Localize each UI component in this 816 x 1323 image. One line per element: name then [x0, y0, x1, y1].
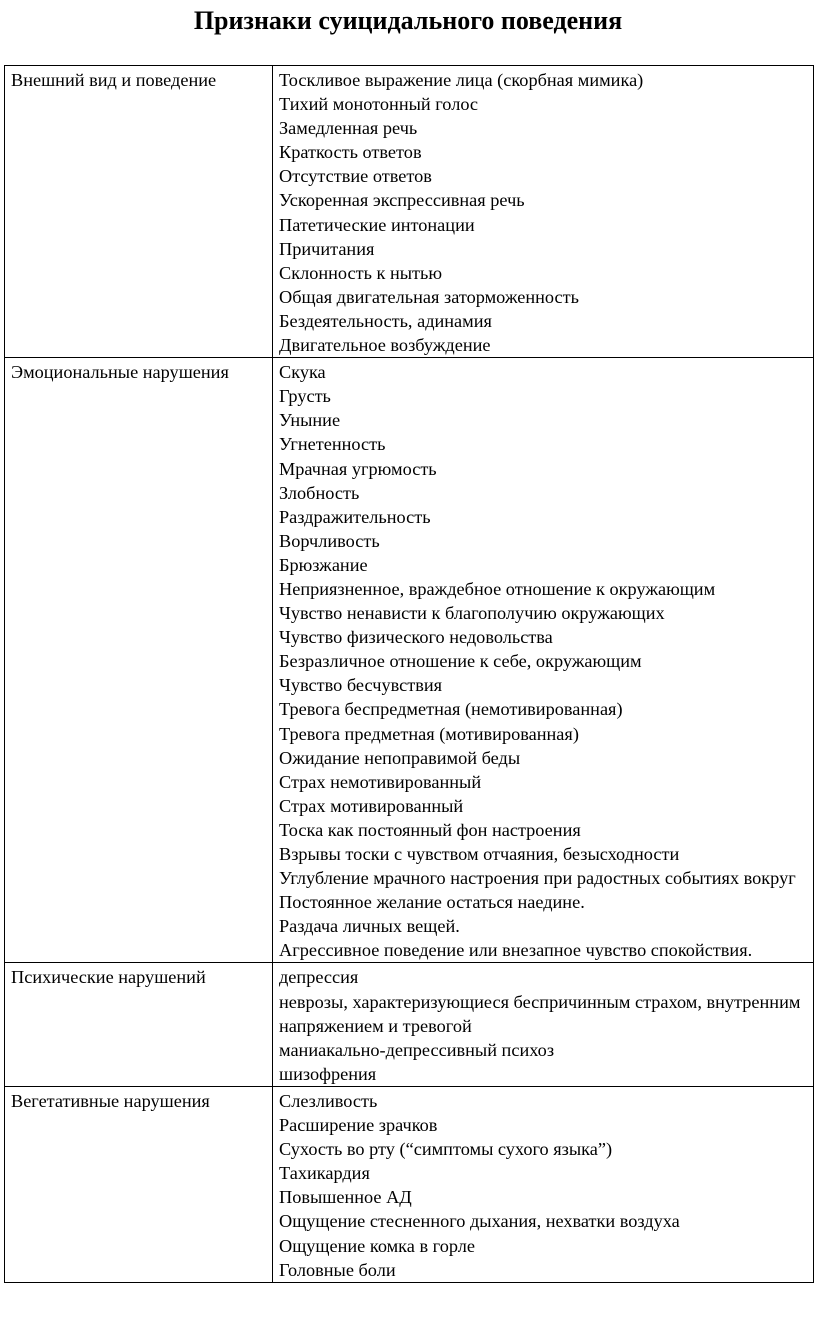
- sign-item: Краткость ответов: [279, 142, 422, 163]
- category-label: Внешний вид и поведение: [11, 70, 217, 90]
- category-label: Вегетативные нарушения: [11, 1090, 210, 1111]
- sign-item: Страх мотивированный: [279, 795, 464, 816]
- sign-item: Патетические интонации: [279, 214, 475, 235]
- sign-item: Постоянное желание остаться наедине.: [279, 892, 585, 913]
- sign-item: Тоскливое выражение лица (скорбная мимика): [279, 70, 644, 90]
- sign-item: шизофрения: [279, 1063, 377, 1084]
- sign-item: Углубление мрачного настроения при радостных событиях вокруг: [279, 868, 796, 889]
- signs-cell: [273, 66, 814, 358]
- sign-item: Тревога беспредметная (немотивированная): [279, 699, 623, 720]
- sign-item: маниакально-депрессивный психоз: [279, 1039, 555, 1060]
- sign-item: Чувство ненависти к благополучию окружающих: [279, 603, 665, 624]
- sign-item: Неприязненное, враждебное отношение к окружающим: [279, 578, 716, 599]
- sign-item: Сухость во рту (“симптомы сухого языка”): [279, 1139, 613, 1160]
- sign-item: Ощущение комка в горле: [279, 1235, 475, 1256]
- sign-item: Безразличное отношение к себе, окружающим: [279, 651, 642, 672]
- signs-cell: [273, 358, 814, 963]
- table-row: [5, 963, 814, 1086]
- sign-item: Злобность: [279, 482, 360, 503]
- sign-item: Мрачная угрюмость: [279, 458, 437, 479]
- table-row: [5, 66, 814, 358]
- category-cell: [5, 963, 273, 1086]
- signs-cell: [273, 963, 814, 1086]
- sign-item: Ожидание непоправимой беды: [279, 747, 521, 768]
- sign-item: Общая двигательная заторможенность: [279, 286, 579, 307]
- table-row: [5, 358, 814, 963]
- sign-item: Уныние: [279, 410, 341, 431]
- sign-item: Тихий монотонный голос: [279, 94, 479, 115]
- sign-item: Ворчливость: [279, 530, 380, 551]
- category-label: Психические нарушений: [11, 967, 206, 988]
- sign-item: Чувство физического недовольства: [279, 627, 553, 648]
- signs-table: [4, 65, 814, 1283]
- sign-item: Тахикардия: [279, 1163, 370, 1184]
- signs-table-body: [5, 66, 814, 1283]
- sign-item: Ускоренная экспрессивная речь: [279, 190, 525, 211]
- sign-item: Двигательное возбуждение: [279, 335, 491, 356]
- sign-item: Скука: [279, 362, 326, 383]
- sign-item: Чувство бесчувствия: [279, 675, 443, 696]
- sign-item: Причитания: [279, 238, 375, 259]
- sign-item: Отсутствие ответов: [279, 166, 432, 187]
- sign-item: Тоска как постоянный фон настроения: [279, 819, 581, 840]
- sign-item: Ощущение стесненного дыхания, нехватки воздуха: [279, 1211, 680, 1232]
- sign-item: Бездеятельность, адинамия: [279, 310, 492, 331]
- category-label: Эмоциональные нарушения: [11, 362, 229, 383]
- sign-item: Повышенное АД: [279, 1187, 412, 1208]
- sign-item: Агрессивное поведение или внезапное чувство спокойствия.: [279, 940, 753, 961]
- sign-item: Раздражительность: [279, 506, 431, 527]
- sign-item: Страх немотивированный: [279, 771, 482, 792]
- sign-item: Угнетенность: [279, 434, 386, 455]
- sign-item: Тревога предметная (мотивированная): [279, 723, 579, 744]
- sign-item: Расширение зрачков: [279, 1115, 438, 1136]
- sign-item: Взрывы тоски с чувством отчаяния, безысходности: [279, 844, 680, 864]
- sign-item: Замедленная речь: [279, 118, 418, 139]
- category-cell: [5, 1086, 273, 1282]
- signs-cell: [273, 1086, 814, 1282]
- category-cell: [5, 66, 273, 358]
- sign-item: Головные боли: [279, 1259, 396, 1280]
- sign-item: Раздача личных вещей.: [279, 916, 460, 937]
- sign-item: Грусть: [279, 386, 331, 407]
- sign-item: Склонность к нытью: [279, 262, 443, 283]
- document-title: Признаки суицидального поведения: [193, 6, 623, 35]
- sign-item: Брюзжание: [279, 554, 368, 575]
- sign-item: неврозы, характеризующиеся беспричинным страхом, внутренним напряжением и тревогой: [279, 991, 801, 1036]
- category-cell: [5, 358, 273, 963]
- table-row: [5, 1086, 814, 1282]
- sign-item: Слезливость: [279, 1090, 378, 1111]
- sign-item: депрессия: [279, 967, 359, 988]
